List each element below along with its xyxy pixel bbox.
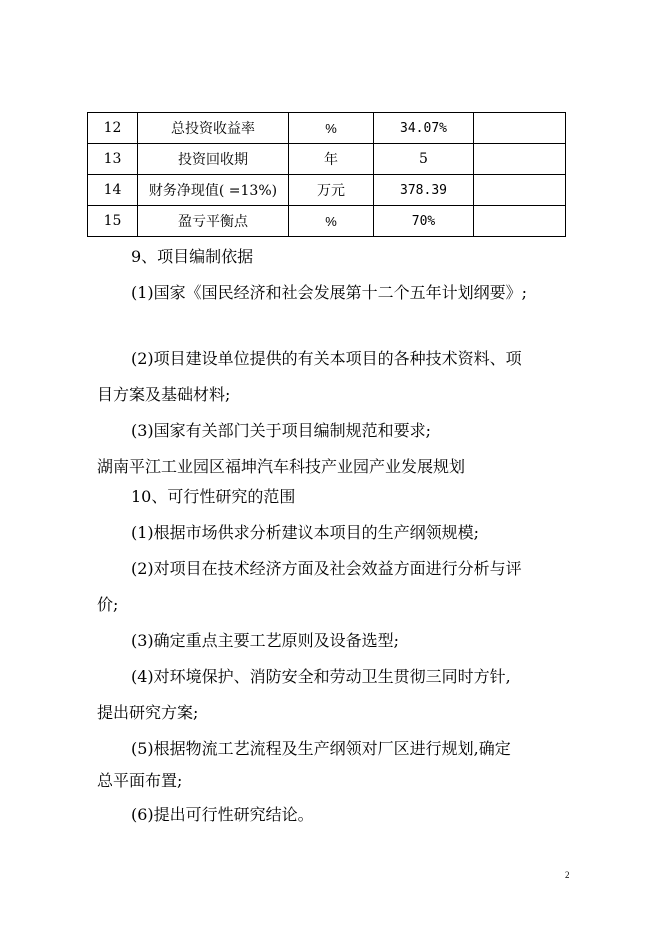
section-9-item-1: (1)国家《国民经济和社会发展第十二个五年计划纲要》; xyxy=(131,283,528,302)
indicator-name: 投资回收期 xyxy=(138,144,289,175)
indicator-unit: 年 xyxy=(289,144,374,175)
row-number: 15 xyxy=(88,206,138,237)
table-row xyxy=(88,113,566,144)
page-number: 2 xyxy=(565,870,570,880)
row-number: 12 xyxy=(88,113,138,144)
section-10-heading: 10、可行性研究的范围 xyxy=(131,487,296,506)
section-10-item-4-line-1: (4)对环境保护、消防安全和劳动卫生贯彻三同时方针, xyxy=(131,667,511,686)
indicator-value: 34.07% xyxy=(374,113,474,144)
table-row xyxy=(88,144,566,175)
indicator-unit: % xyxy=(289,113,374,144)
indicator-name: 总投资收益率 xyxy=(138,113,289,144)
indicator-name: 财务净现值( =13%) xyxy=(138,175,289,206)
section-9-item-3: (3)国家有关部门关于项目编制规范和要求; xyxy=(131,421,432,440)
indicator-note xyxy=(474,113,566,144)
section-10-item-3: (3)确定重点主要工艺原则及设备选型; xyxy=(131,631,400,650)
indicator-value: 378.39 xyxy=(374,175,474,206)
section-9-item-2-line-1: (2)项目建设单位提供的有关本项目的各种技术资料、项 xyxy=(131,349,522,368)
section-10-item-6: (6)提出可行性研究结论。 xyxy=(131,805,314,824)
section-9-heading: 9、项目编制依据 xyxy=(131,247,254,266)
section-10-item-4-line-2: 提出研究方案; xyxy=(97,703,199,722)
section-9-item-4: 湖南平江工业园区福坤汽车科技产业园产业发展规划 xyxy=(97,457,466,476)
indicator-note xyxy=(474,144,566,175)
section-10-item-2-line-2: 价; xyxy=(97,595,119,614)
section-9-item-2-line-2: 目方案及基础材料; xyxy=(97,385,231,404)
section-10-item-1: (1)根据市场供求分析建议本项目的生产纲领规模; xyxy=(131,523,480,542)
indicator-unit: 万元 xyxy=(289,175,374,206)
section-10-item-5-line-2: 总平面布置; xyxy=(97,771,183,790)
indicator-note xyxy=(474,175,566,206)
section-10-item-5-line-1: (5)根据物流工艺流程及生产纲领对厂区进行规划,确定 xyxy=(131,739,511,758)
section-10-item-2-line-1: (2)对项目在技术经济方面及社会效益方面进行分析与评 xyxy=(131,559,522,578)
indicator-value: 70% xyxy=(374,206,474,237)
row-number: 13 xyxy=(88,144,138,175)
indicator-unit: % xyxy=(289,206,374,237)
indicator-table xyxy=(87,112,566,237)
table-row xyxy=(88,175,566,206)
indicator-name: 盈亏平衡点 xyxy=(138,206,289,237)
indicator-note xyxy=(474,206,566,237)
row-number: 14 xyxy=(88,175,138,206)
indicator-value: 5 xyxy=(374,144,474,175)
table-row xyxy=(88,206,566,237)
